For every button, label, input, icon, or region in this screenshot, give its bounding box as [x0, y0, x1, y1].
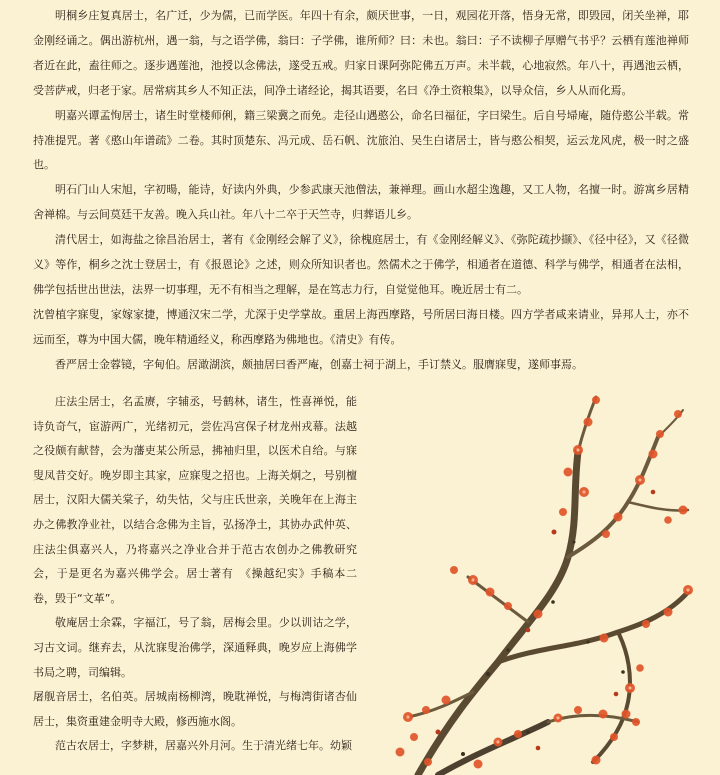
plum-blossom-painting	[378, 392, 708, 775]
paragraph: 明石门山人宋旭，字初暘，能诗，好读内外典，少参武康天池僧法，兼禅理。画山水超尘逸趣，又工人物，名擅一时。游寓乡居精舍禅棉。与云间莫廷干友善。晚入兵山社。年八十二卒于天竺寺，归葬语儿乡。	[33, 183, 689, 222]
paragraph: 香严居士金蓉镜，字甸伯。居澉湖滨，颇抽居曰香严庵，创嘉士祠于湖上，手订禁义。服膺寐叟，遂师事焉。	[55, 357, 583, 371]
paragraph: 明嘉兴谭孟恂居士，诸生时堂楼师俐，籍三梁冀之而免。走径山遇憨公，命名曰福征，字曰梁生。后自号埽庵，随侍憨公半载。常持准提咒。著《憨山年谱疏》二卷。其时顶楚东、冯元成、岳石帆、沈旅泊、吴生白诸居士，皆与憨公相契，运云龙风虎，极一时之盛也。	[33, 108, 689, 172]
paragraph: 范古农居士，字梦耕，居嘉兴外月河。生于清光绪七年。幼颖	[55, 739, 352, 753]
paragraph: 清代居士，如海盐之徐昌治居士，著有《金刚经会解了义》，徐槐庭居士，有《金刚经解义》、《弥陀疏抄撷》、《径中径》，又《径微义》等作，桐乡之沈士登居士，有《报恩论》之述，则众所知识者也。然儒术之于佛学，相通者在道德、科学与佛学，相通者在法相，佛学包括世出世法，法界一切事理，无不有相当之理解，是在笃志力行，自觉觉他耳。晚近居士有二。	[33, 233, 689, 296]
bottom-text-block	[33, 390, 357, 759]
paragraph: 屠舰音居士，名伯英。居城南杨柳湾，晚耽禅悦，与梅湾街诸杏仙居士，集资重建金明寺大殿，修西施水阁。	[33, 690, 357, 728]
paragraph: 庄法尘居士，名孟赓，字辅丞，号鹤林，诸生，性喜禅悦，能诗负奇气，宦游两广，光绪初元，尝佐冯宫保子材龙州戎幕。法越之役颇有献替，会为藩吏某公所忌，拂袖归里，以医术自给。与寐叟凤昔交好。晚岁即主其家，应寐叟之招也。上海关炯之，号别檀居士，汉阳大儒关棠子，幼失怙，父与庄氏世亲，关晚年在上海主办之佛教净业社，以结合念佛为主旨，弘扬净土，其协办武仲英、庄法尘俱嘉兴人，乃将嘉兴之净业合并于范古农创办之佛教研究会，于是更名为嘉兴佛学会。居士著有 《操越纪实》手稿本二卷，毁于“文革”。	[33, 395, 357, 605]
paragraph: 敬庵居士余霖，字福江，号了翁，居梅会里。少以训诂之学，习古文词。继弃去，从沈寐叟治佛学，深通释典，晚岁应上海佛学书局之聘，司编辑。	[33, 616, 357, 679]
paragraph: 沈曾植字寐叟，家嫁家捷，博通汉宋二学，尤深于史学掌故。重居上海西摩路，号所居曰海日楼。四方学者咸来请业，异邦人士，亦不远而至，尊为中国大儒，晚年精通经义，称西摩路为佛地也。《清史》有传。	[33, 307, 689, 346]
top-text-block	[33, 4, 689, 378]
paragraph: 明桐乡庄复真居士，名广迁，少为儒，已而学医。年四十有余，颇厌世事，一日，观园花开落，悟身无常，即毁园，闭关坐禅，耶金刚经诵之。偶出游杭州，遇一翁，与之语学佛，翁曰：子学佛，谁所师？曰：未也。翁曰：子不读柳子厚赠气书乎？云栖有莲池禅师者近在此，盍往师之。逐步遇莲池，池授以念佛法，遂受五戒。归家日课阿弥陀佛五万声。未半载，心地寂然。年八十，再遇池云栖，受菩萨戒，归老于家。居常病其乡人不知正法，间净土诸经论，揭其语要，名曰《净土资粮集》，以导众信，乡人从而化焉。	[33, 9, 689, 97]
